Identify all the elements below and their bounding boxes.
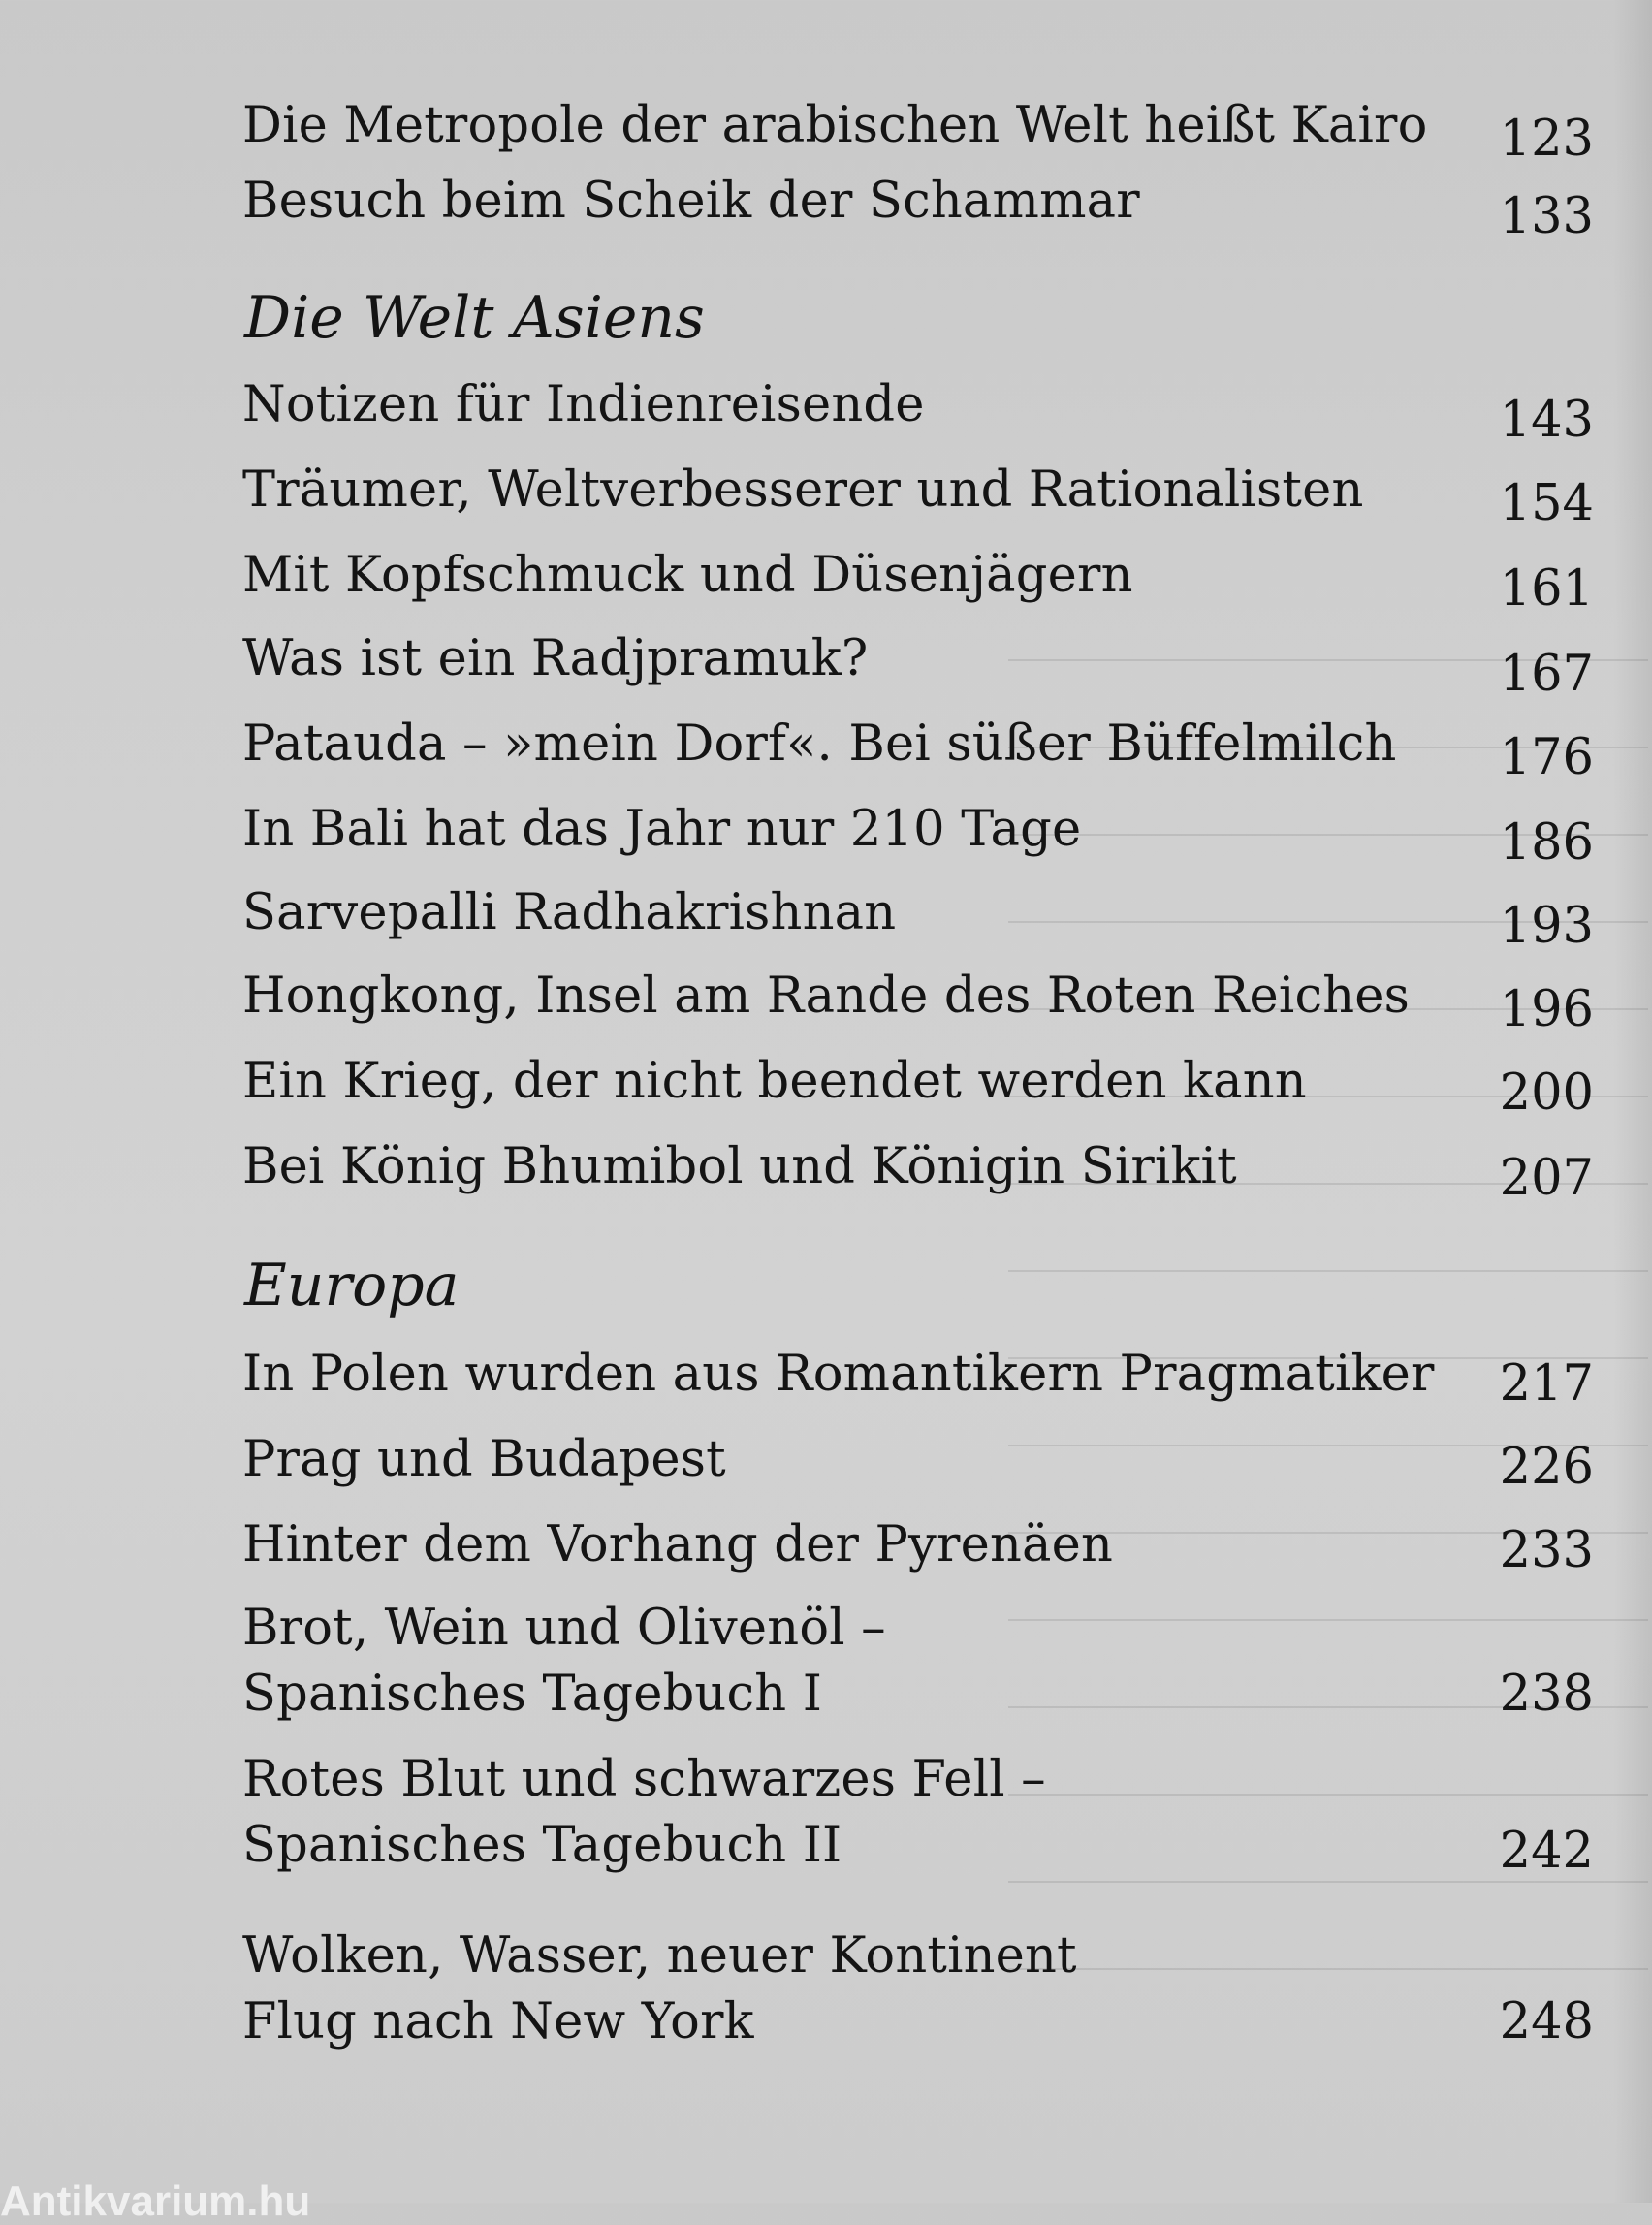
entry-title: Besuch beim Scheik der Schammar bbox=[242, 173, 1140, 230]
toc-entry bbox=[242, 1134, 1594, 1207]
entry-page: 161 bbox=[1499, 560, 1594, 618]
toc-entry bbox=[242, 1923, 1594, 2055]
toc-entry bbox=[242, 1049, 1594, 1122]
toc-entry bbox=[242, 169, 1594, 245]
entry-title: Brot, Wein und Olivenöl – bbox=[242, 1600, 886, 1657]
toc-entry bbox=[242, 458, 1594, 532]
entry-page: 248 bbox=[1499, 1993, 1594, 2050]
entry-title: Hinter dem Vorhang der Pyrenäen bbox=[242, 1516, 1114, 1573]
toc-entry bbox=[242, 964, 1594, 1038]
entry-title: Hongkong, Insel am Rande des Roten Reiches bbox=[242, 968, 1411, 1025]
entry-page: 176 bbox=[1499, 729, 1594, 786]
page-edge-shadow bbox=[1613, 0, 1652, 2203]
entry-page: 233 bbox=[1499, 1522, 1594, 1579]
toc-entry bbox=[242, 1512, 1594, 1578]
toc-entry bbox=[242, 1596, 1594, 1728]
entry-title-line2: Flug nach New York bbox=[242, 1993, 754, 2050]
entry-title: Was ist ein Radjpramuk? bbox=[242, 630, 869, 687]
entry-title: Sarvepalli Radhakrishnan bbox=[242, 884, 897, 941]
entry-page: 193 bbox=[1499, 898, 1594, 955]
entry-title: Prag und Budapest bbox=[242, 1431, 726, 1488]
section-heading: Die Welt Asiens bbox=[244, 284, 705, 352]
toc-entry bbox=[242, 93, 1594, 168]
entry-page: 200 bbox=[1499, 1065, 1594, 1122]
entry-title-line2: Spanisches Tagebuch II bbox=[242, 1817, 842, 1874]
entry-title: Die Metropole der arabischen Welt heißt Kairo bbox=[242, 97, 1428, 154]
section-heading: Europa bbox=[244, 1252, 460, 1319]
entry-title: Bei König Bhumibol und Königin Sirikit bbox=[242, 1138, 1237, 1195]
entry-page: 123 bbox=[1499, 111, 1594, 168]
entry-page: 242 bbox=[1499, 1823, 1594, 1880]
entry-page: 133 bbox=[1499, 188, 1594, 245]
entry-title: Ein Krieg, der nicht beendet werden kann bbox=[242, 1053, 1307, 1110]
entry-page: 226 bbox=[1499, 1439, 1594, 1496]
entry-page: 217 bbox=[1499, 1355, 1594, 1413]
toc-entry bbox=[242, 372, 1594, 449]
entry-title: In Polen wurden aus Romantikern Pragmatiker bbox=[242, 1346, 1435, 1403]
entry-title-line2: Spanisches Tagebuch I bbox=[242, 1666, 823, 1723]
entry-title: In Bali hat das Jahr nur 210 Tage bbox=[242, 801, 1082, 858]
toc-entry bbox=[242, 543, 1594, 618]
toc-entry bbox=[242, 626, 1594, 703]
entry-page: 154 bbox=[1499, 475, 1594, 532]
entry-page: 196 bbox=[1499, 981, 1594, 1038]
entry-title: Wolken, Wasser, neuer Kontinent bbox=[242, 1927, 1077, 1985]
entry-title: Träumer, Weltverbesserer und Rationalisten bbox=[242, 461, 1364, 519]
entry-title: Patauda – »mein Dorf«. Bei süßer Büffelmilch bbox=[242, 715, 1397, 773]
toc-entry bbox=[242, 797, 1594, 872]
entry-page: 207 bbox=[1499, 1150, 1594, 1207]
entry-page: 238 bbox=[1499, 1666, 1594, 1723]
toc-entry bbox=[242, 1342, 1594, 1413]
entry-title: Mit Kopfschmuck und Düsenjägern bbox=[242, 547, 1133, 604]
toc-entry bbox=[242, 1427, 1594, 1496]
entry-page: 186 bbox=[1499, 814, 1594, 872]
entry-page: 143 bbox=[1499, 392, 1594, 449]
entry-title: Rotes Blut und schwarzes Fell – bbox=[242, 1751, 1046, 1808]
entry-title: Notizen für Indienreisende bbox=[242, 376, 925, 433]
toc-entry bbox=[242, 712, 1594, 786]
toc-entry bbox=[242, 1747, 1594, 1879]
toc-entry bbox=[242, 880, 1594, 955]
watermark-text: Antikvarium.hu bbox=[0, 2177, 311, 2225]
entry-page: 167 bbox=[1499, 646, 1594, 703]
